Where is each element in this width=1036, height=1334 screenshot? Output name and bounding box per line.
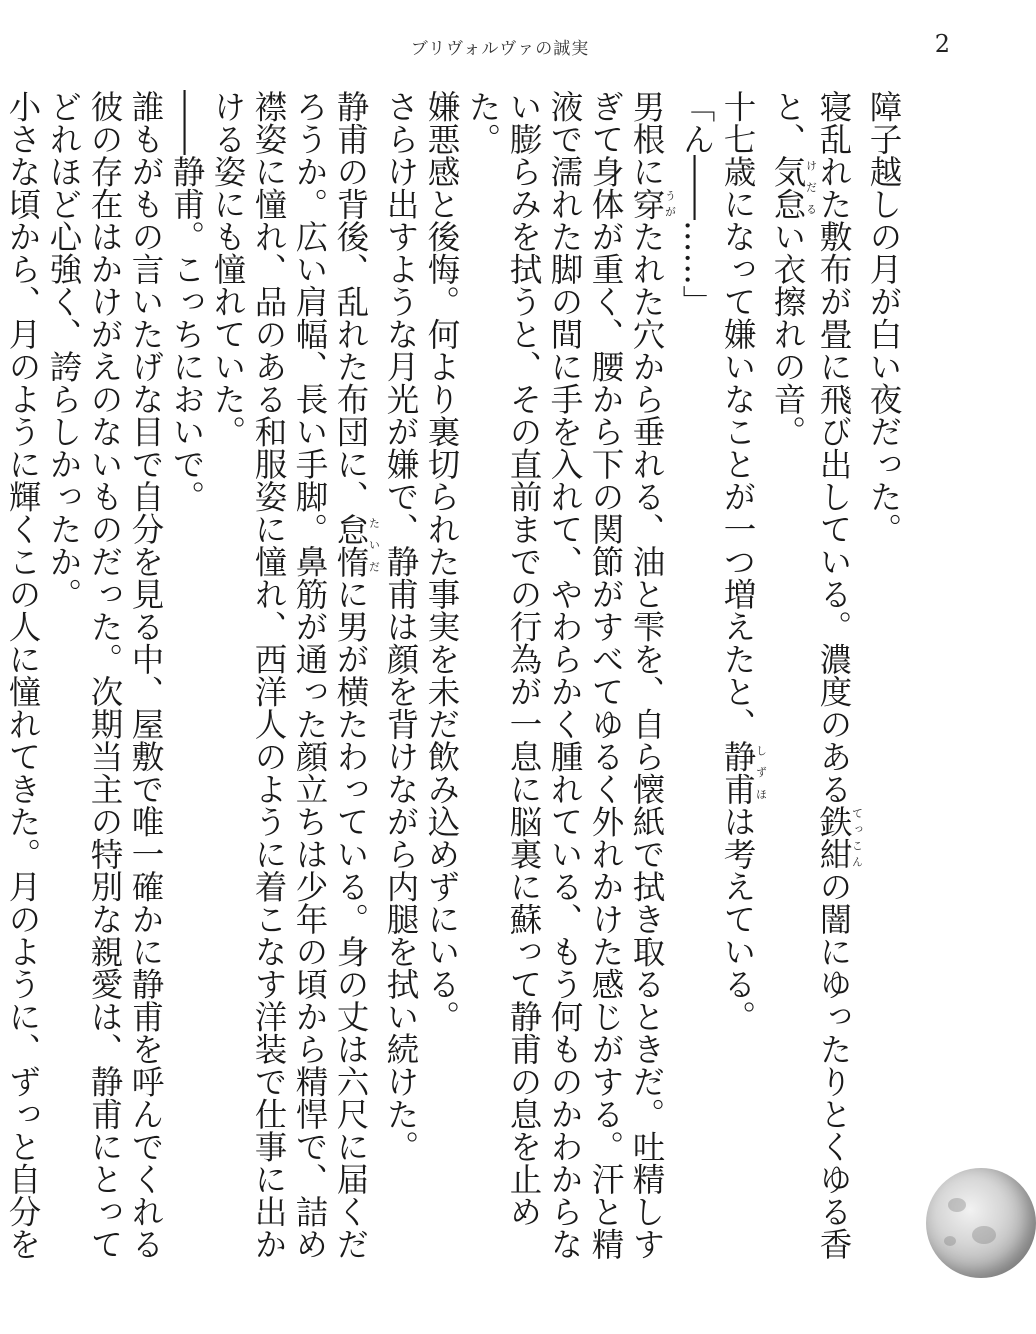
ruby-shizuho-base: 静甫 [719,740,757,805]
moon-illustration [926,1168,1036,1278]
paragraph-2-part-b: の闇にゆったりとくゆる香と、 [769,90,853,1260]
paragraph-4: 「ん――……」 [678,90,716,318]
moon-crater [944,1236,956,1246]
paragraph-10: 誰もがもの言いたげな目で自分を見る中、屋敷で唯一確かに静甫を呼んでくれる彼の存在はかけがえのないものだった。次期当主の特別な親愛は、静甫にとってどれほど心強く、誇らしかったか。 [45,90,165,1260]
page-number: 2 [934,30,950,58]
ruby-ugata [628,187,677,221]
ruby-ugata-base: 穿 [628,187,666,220]
paragraph-5-part-a: 男根に [628,90,666,188]
paragraph-5-part-b: たれた穴から垂れる、油と雫を、自ら懐紙で拭き取るときだ。吐精しすぎて身体が重く、腰から下の関節がすべてゆるく外れかけた感じがする。汗と精液で濡れた脚の間に手を入れて、やわらかく腫れている、もう何ものかわからない膨らみを拭うと、その直前までの行為が一息に脳裏に蘇って静甫の息を止めた。 [464,90,666,1260]
paragraph-11: 小さな頃から、月のように輝くこの人に憧れてきた。月のように、ずっと自分を [4,90,42,1260]
ruby-tessen-reading: てっこん [850,805,864,870]
paragraph-3 [717,90,767,1270]
paragraph-2 [767,90,863,1270]
ruby-shizuho-reading: しずほ [754,740,768,805]
paragraph-8 [207,90,380,1270]
paragraph-5 [462,90,676,1270]
paragraph-2-part-c: い衣擦れの音。 [769,220,807,448]
ruby-ugata-reading: うが [663,187,677,220]
paragraph-9: ――静甫。こっちにおいで。 [168,90,206,513]
running-header-title: ブリヴォルヴァの誠実 [410,39,590,59]
paragraph-8-part-a: 静甫の背後、乱れた布団に、 [332,90,370,513]
paragraph-1: 障子越しの月が白い夜だった。 [865,90,903,545]
ruby-taida-reading: たいだ [367,512,381,578]
paragraph-3-part-a: 十七歳になって嫌いなことが一つ増えたと、 [719,90,757,740]
paragraph-8-part-b: に男が横たわっている。身の丈は六尺に届くだろうか。広い肩幅、長い手脚。鼻筋が通った顔立ちは少年の頃から精悍で、詰め襟姿に憧れ、品のある和服姿に憧れ、西洋人のように着こなす洋装で仕事に出かける姿にも憧れていた。 [209,90,370,1260]
ruby-tessen-base: 鉄紺 [815,805,853,870]
moon-crater [972,1226,996,1244]
paragraph-3-part-b: は考えている。 [719,805,757,1033]
ruby-kedarui-base: 気怠 [769,155,807,220]
vertical-body-text [4,90,904,1270]
paragraph-2-part-a: 寝乱れた敷布が畳に飛び出している。濃度のある [815,90,853,805]
ruby-kedarui [769,155,818,220]
ruby-taida-base: 怠惰 [332,512,370,578]
ruby-shizuho [719,740,768,805]
moon-crater [948,1198,966,1212]
paragraph-7: さらけ出すような月光が嫌で、静甫は顔を背けながら内腿を拭い続けた。 [382,90,420,1163]
ruby-tessen [815,805,864,870]
ruby-kedarui-reading: けだる [804,155,818,220]
paragraph-6: 嫌悪感と後悔。何より裏切られた事実を未だ飲み込めずにいる。 [423,90,461,1033]
ruby-taida [332,512,381,578]
